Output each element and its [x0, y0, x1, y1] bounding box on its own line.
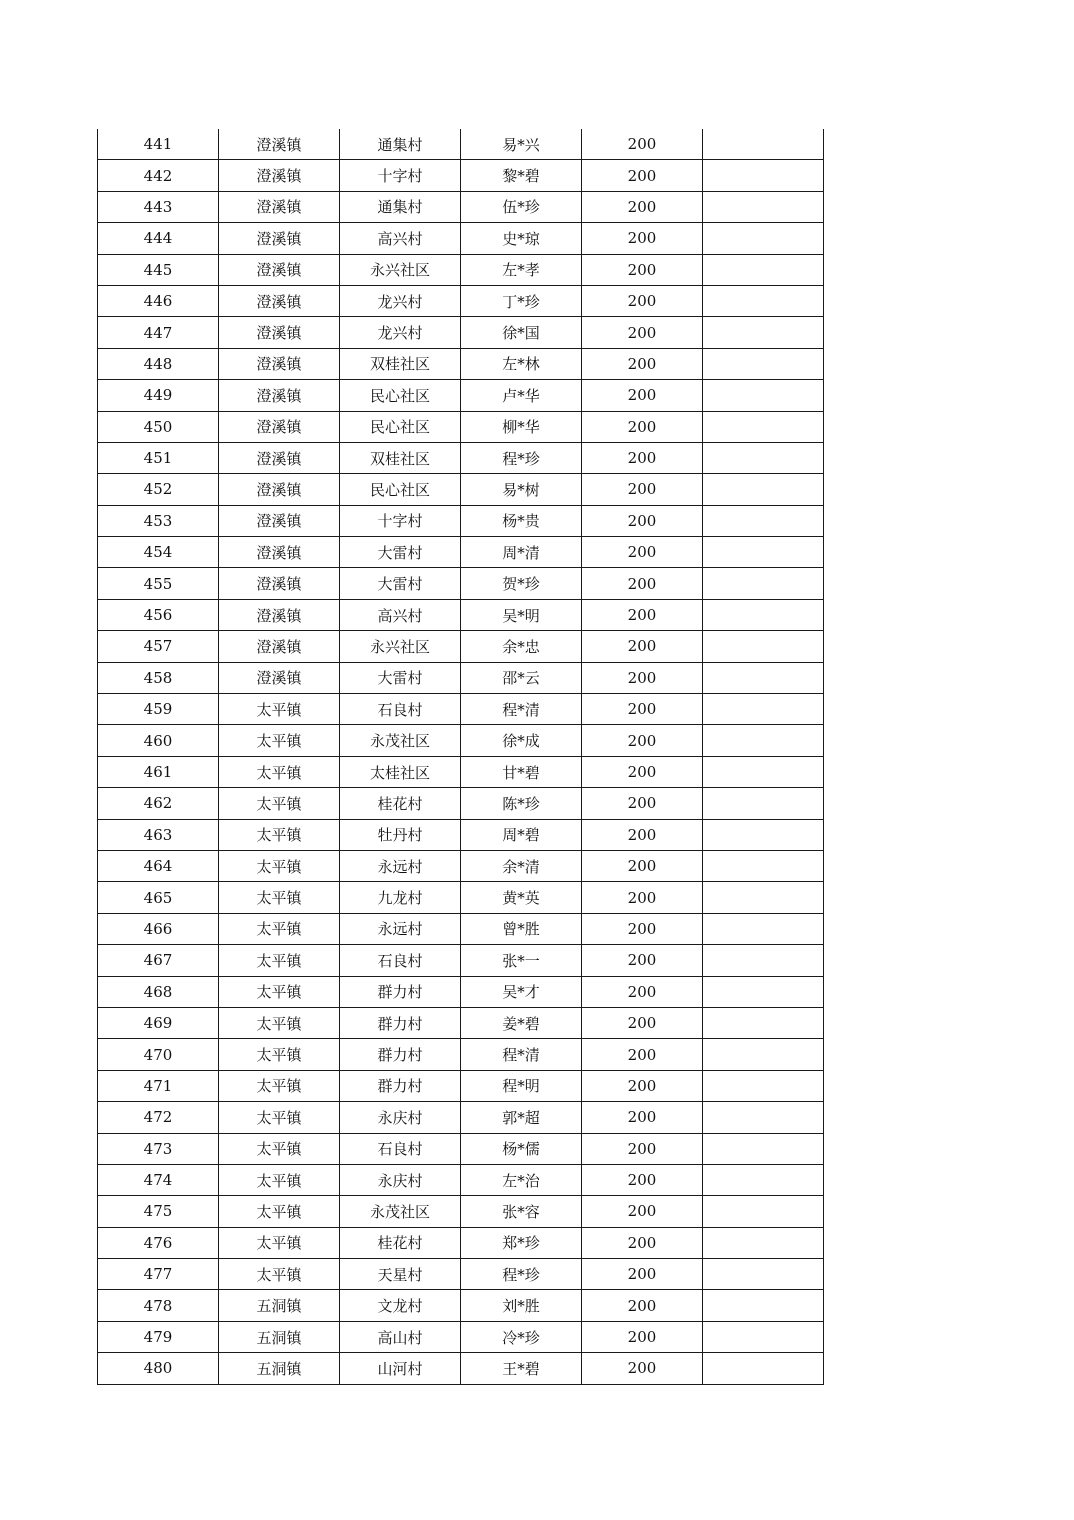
cell-amount: 200 [582, 1259, 703, 1290]
cell-village: 群力村 [340, 976, 461, 1007]
table-row [98, 819, 824, 850]
cell-name: 张*容 [461, 1196, 582, 1227]
table-row [98, 976, 824, 1007]
cell-serial-number: 457 [98, 631, 219, 662]
cell-note [703, 1164, 824, 1195]
cell-amount: 200 [582, 1290, 703, 1321]
cell-village: 永茂社区 [340, 725, 461, 756]
cell-name: 余*忠 [461, 631, 582, 662]
cell-town: 太平镇 [219, 1164, 340, 1195]
table-row [98, 317, 824, 348]
cell-serial-number: 478 [98, 1290, 219, 1321]
cell-note [703, 1259, 824, 1290]
cell-town: 澄溪镇 [219, 160, 340, 191]
cell-note [703, 819, 824, 850]
cell-serial-number: 449 [98, 380, 219, 411]
table-row [98, 631, 824, 662]
cell-serial-number: 441 [98, 129, 219, 160]
cell-village: 通集村 [340, 129, 461, 160]
cell-village: 双桂社区 [340, 442, 461, 473]
cell-amount: 200 [582, 505, 703, 536]
cell-name: 程*清 [461, 694, 582, 725]
cell-note [703, 411, 824, 442]
cell-serial-number: 477 [98, 1259, 219, 1290]
cell-note [703, 882, 824, 913]
table-row [98, 442, 824, 473]
cell-town: 太平镇 [219, 882, 340, 913]
cell-village: 桂花村 [340, 788, 461, 819]
cell-amount: 200 [582, 1321, 703, 1352]
cell-note [703, 223, 824, 254]
cell-village: 永远村 [340, 850, 461, 881]
cell-town: 澄溪镇 [219, 348, 340, 379]
cell-serial-number: 442 [98, 160, 219, 191]
table-row [98, 1102, 824, 1133]
cell-amount: 200 [582, 254, 703, 285]
cell-name: 程*珍 [461, 442, 582, 473]
table-row [98, 348, 824, 379]
cell-village: 永庆村 [340, 1102, 461, 1133]
table-row [98, 1321, 824, 1352]
cell-amount: 200 [582, 285, 703, 316]
cell-serial-number: 473 [98, 1133, 219, 1164]
cell-serial-number: 448 [98, 348, 219, 379]
cell-name: 甘*碧 [461, 756, 582, 787]
cell-village: 群力村 [340, 1039, 461, 1070]
cell-note [703, 1039, 824, 1070]
cell-name: 程*明 [461, 1070, 582, 1101]
cell-amount: 200 [582, 1164, 703, 1195]
cell-name: 邵*云 [461, 662, 582, 693]
cell-name: 陈*珍 [461, 788, 582, 819]
cell-town: 澄溪镇 [219, 223, 340, 254]
cell-village: 文龙村 [340, 1290, 461, 1321]
cell-name: 黎*碧 [461, 160, 582, 191]
cell-town: 太平镇 [219, 1227, 340, 1258]
cell-amount: 200 [582, 1353, 703, 1384]
cell-town: 太平镇 [219, 788, 340, 819]
cell-serial-number: 459 [98, 694, 219, 725]
cell-village: 群力村 [340, 1070, 461, 1101]
cell-village: 通集村 [340, 191, 461, 222]
cell-village: 永茂社区 [340, 1196, 461, 1227]
cell-name: 程*珍 [461, 1259, 582, 1290]
cell-town: 太平镇 [219, 1039, 340, 1070]
cell-serial-number: 475 [98, 1196, 219, 1227]
cell-village: 牡丹村 [340, 819, 461, 850]
table-row [98, 254, 824, 285]
cell-town: 澄溪镇 [219, 411, 340, 442]
cell-town: 澄溪镇 [219, 129, 340, 160]
cell-town: 澄溪镇 [219, 599, 340, 630]
table-row [98, 474, 824, 505]
table-row [98, 160, 824, 191]
roster-table [97, 129, 824, 1385]
cell-town: 澄溪镇 [219, 191, 340, 222]
cell-name: 郭*超 [461, 1102, 582, 1133]
cell-note [703, 1196, 824, 1227]
table-row [98, 725, 824, 756]
cell-note [703, 599, 824, 630]
cell-amount: 200 [582, 756, 703, 787]
cell-note [703, 1321, 824, 1352]
cell-town: 澄溪镇 [219, 537, 340, 568]
cell-name: 柳*华 [461, 411, 582, 442]
cell-town: 澄溪镇 [219, 631, 340, 662]
table-row [98, 945, 824, 976]
cell-town: 澄溪镇 [219, 380, 340, 411]
cell-village: 民心社区 [340, 474, 461, 505]
table-row [98, 694, 824, 725]
cell-amount: 200 [582, 411, 703, 442]
cell-amount: 200 [582, 913, 703, 944]
cell-name: 冷*珍 [461, 1321, 582, 1352]
cell-town: 澄溪镇 [219, 474, 340, 505]
cell-note [703, 631, 824, 662]
cell-name: 周*清 [461, 537, 582, 568]
cell-amount: 200 [582, 819, 703, 850]
cell-village: 山河村 [340, 1353, 461, 1384]
table-row [98, 505, 824, 536]
cell-town: 太平镇 [219, 1133, 340, 1164]
cell-town: 五洞镇 [219, 1290, 340, 1321]
cell-name: 徐*成 [461, 725, 582, 756]
table-row [98, 788, 824, 819]
cell-village: 九龙村 [340, 882, 461, 913]
cell-name: 郑*珍 [461, 1227, 582, 1258]
cell-serial-number: 446 [98, 285, 219, 316]
cell-village: 大雷村 [340, 537, 461, 568]
cell-village: 大雷村 [340, 662, 461, 693]
cell-note [703, 129, 824, 160]
cell-town: 五洞镇 [219, 1353, 340, 1384]
cell-note [703, 788, 824, 819]
cell-note [703, 191, 824, 222]
cell-name: 杨*儒 [461, 1133, 582, 1164]
cell-village: 高兴村 [340, 599, 461, 630]
cell-amount: 200 [582, 882, 703, 913]
cell-town: 太平镇 [219, 1259, 340, 1290]
cell-serial-number: 465 [98, 882, 219, 913]
cell-town: 太平镇 [219, 756, 340, 787]
cell-note [703, 1290, 824, 1321]
table-row [98, 599, 824, 630]
table-row [98, 129, 824, 160]
cell-note [703, 254, 824, 285]
cell-village: 高兴村 [340, 223, 461, 254]
cell-village: 十字村 [340, 160, 461, 191]
cell-name: 周*碧 [461, 819, 582, 850]
cell-note [703, 1227, 824, 1258]
cell-town: 澄溪镇 [219, 662, 340, 693]
cell-town: 太平镇 [219, 1102, 340, 1133]
cell-serial-number: 460 [98, 725, 219, 756]
cell-name: 徐*国 [461, 317, 582, 348]
cell-name: 易*兴 [461, 129, 582, 160]
cell-village: 民心社区 [340, 380, 461, 411]
table-row [98, 850, 824, 881]
cell-serial-number: 472 [98, 1102, 219, 1133]
cell-town: 太平镇 [219, 1007, 340, 1038]
cell-amount: 200 [582, 1039, 703, 1070]
cell-amount: 200 [582, 1133, 703, 1164]
cell-town: 澄溪镇 [219, 254, 340, 285]
table-row [98, 1133, 824, 1164]
table-row [98, 1227, 824, 1258]
cell-village: 龙兴村 [340, 285, 461, 316]
cell-village: 民心社区 [340, 411, 461, 442]
cell-amount: 200 [582, 788, 703, 819]
cell-village: 双桂社区 [340, 348, 461, 379]
table-row [98, 1070, 824, 1101]
cell-note [703, 474, 824, 505]
cell-amount: 200 [582, 129, 703, 160]
cell-town: 五洞镇 [219, 1321, 340, 1352]
cell-serial-number: 455 [98, 568, 219, 599]
table-row [98, 1259, 824, 1290]
table-row [98, 882, 824, 913]
table-row [98, 756, 824, 787]
cell-town: 太平镇 [219, 913, 340, 944]
cell-town: 澄溪镇 [219, 505, 340, 536]
cell-note [703, 945, 824, 976]
cell-serial-number: 456 [98, 599, 219, 630]
cell-village: 永庆村 [340, 1164, 461, 1195]
cell-village: 大雷村 [340, 568, 461, 599]
cell-serial-number: 479 [98, 1321, 219, 1352]
cell-serial-number: 451 [98, 442, 219, 473]
cell-serial-number: 463 [98, 819, 219, 850]
cell-note [703, 568, 824, 599]
cell-serial-number: 450 [98, 411, 219, 442]
table-row [98, 1353, 824, 1384]
cell-note [703, 348, 824, 379]
cell-name: 吴*明 [461, 599, 582, 630]
cell-town: 太平镇 [219, 694, 340, 725]
cell-village: 群力村 [340, 1007, 461, 1038]
cell-village: 永远村 [340, 913, 461, 944]
cell-amount: 200 [582, 380, 703, 411]
cell-amount: 200 [582, 662, 703, 693]
table-row [98, 1196, 824, 1227]
cell-amount: 200 [582, 348, 703, 379]
cell-note [703, 442, 824, 473]
table-row [98, 913, 824, 944]
cell-town: 澄溪镇 [219, 317, 340, 348]
cell-name: 贺*珍 [461, 568, 582, 599]
cell-name: 丁*珍 [461, 285, 582, 316]
cell-name: 左*林 [461, 348, 582, 379]
cell-village: 高山村 [340, 1321, 461, 1352]
cell-town: 澄溪镇 [219, 442, 340, 473]
cell-note [703, 1133, 824, 1164]
cell-serial-number: 458 [98, 662, 219, 693]
cell-amount: 200 [582, 1227, 703, 1258]
cell-name: 左*孝 [461, 254, 582, 285]
cell-amount: 200 [582, 1196, 703, 1227]
cell-note [703, 317, 824, 348]
cell-note [703, 537, 824, 568]
cell-amount: 200 [582, 442, 703, 473]
table-row [98, 1290, 824, 1321]
cell-village: 石良村 [340, 694, 461, 725]
cell-note [703, 976, 824, 1007]
cell-note [703, 756, 824, 787]
table-row [98, 568, 824, 599]
cell-village: 龙兴村 [340, 317, 461, 348]
cell-amount: 200 [582, 1007, 703, 1038]
cell-amount: 200 [582, 976, 703, 1007]
cell-serial-number: 476 [98, 1227, 219, 1258]
cell-serial-number: 466 [98, 913, 219, 944]
cell-amount: 200 [582, 631, 703, 662]
cell-amount: 200 [582, 537, 703, 568]
cell-name: 王*碧 [461, 1353, 582, 1384]
cell-village: 永兴社区 [340, 254, 461, 285]
cell-note [703, 505, 824, 536]
cell-amount: 200 [582, 599, 703, 630]
cell-town: 太平镇 [219, 819, 340, 850]
table-row [98, 191, 824, 222]
cell-village: 桂花村 [340, 1227, 461, 1258]
cell-name: 吴*才 [461, 976, 582, 1007]
cell-note [703, 160, 824, 191]
table-row [98, 1164, 824, 1195]
cell-name: 黄*英 [461, 882, 582, 913]
table-row [98, 223, 824, 254]
cell-amount: 200 [582, 945, 703, 976]
cell-serial-number: 452 [98, 474, 219, 505]
cell-serial-number: 447 [98, 317, 219, 348]
cell-serial-number: 470 [98, 1039, 219, 1070]
cell-note [703, 1070, 824, 1101]
cell-name: 易*树 [461, 474, 582, 505]
table-row [98, 411, 824, 442]
cell-village: 石良村 [340, 1133, 461, 1164]
cell-name: 刘*胜 [461, 1290, 582, 1321]
cell-name: 卢*华 [461, 380, 582, 411]
cell-name: 左*治 [461, 1164, 582, 1195]
cell-town: 太平镇 [219, 945, 340, 976]
cell-amount: 200 [582, 223, 703, 254]
cell-serial-number: 474 [98, 1164, 219, 1195]
cell-name: 伍*珍 [461, 191, 582, 222]
cell-amount: 200 [582, 568, 703, 599]
cell-village: 永兴社区 [340, 631, 461, 662]
cell-village: 天星村 [340, 1259, 461, 1290]
cell-town: 澄溪镇 [219, 285, 340, 316]
cell-town: 澄溪镇 [219, 568, 340, 599]
table-row [98, 285, 824, 316]
cell-amount: 200 [582, 1102, 703, 1133]
cell-village: 太桂社区 [340, 756, 461, 787]
cell-town: 太平镇 [219, 850, 340, 881]
table-row [98, 1039, 824, 1070]
cell-name: 余*清 [461, 850, 582, 881]
cell-note [703, 694, 824, 725]
cell-town: 太平镇 [219, 1070, 340, 1101]
table-row [98, 662, 824, 693]
cell-note [703, 380, 824, 411]
cell-name: 张*一 [461, 945, 582, 976]
cell-serial-number: 471 [98, 1070, 219, 1101]
cell-note [703, 850, 824, 881]
cell-serial-number: 445 [98, 254, 219, 285]
cell-serial-number: 453 [98, 505, 219, 536]
cell-serial-number: 461 [98, 756, 219, 787]
table-row [98, 380, 824, 411]
cell-amount: 200 [582, 850, 703, 881]
cell-amount: 200 [582, 191, 703, 222]
cell-village: 石良村 [340, 945, 461, 976]
cell-amount: 200 [582, 694, 703, 725]
cell-town: 太平镇 [219, 976, 340, 1007]
cell-serial-number: 469 [98, 1007, 219, 1038]
cell-town: 太平镇 [219, 725, 340, 756]
cell-amount: 200 [582, 474, 703, 505]
cell-serial-number: 480 [98, 1353, 219, 1384]
cell-name: 史*琼 [461, 223, 582, 254]
cell-note [703, 662, 824, 693]
cell-serial-number: 444 [98, 223, 219, 254]
cell-serial-number: 467 [98, 945, 219, 976]
cell-town: 太平镇 [219, 1196, 340, 1227]
cell-name: 姜*碧 [461, 1007, 582, 1038]
cell-amount: 200 [582, 1070, 703, 1101]
cell-name: 曾*胜 [461, 913, 582, 944]
cell-note [703, 913, 824, 944]
cell-serial-number: 468 [98, 976, 219, 1007]
table-row [98, 537, 824, 568]
cell-name: 杨*贵 [461, 505, 582, 536]
roster-sheet [97, 129, 824, 1385]
roster-table-body [98, 129, 824, 1384]
table-row [98, 1007, 824, 1038]
cell-note [703, 1353, 824, 1384]
cell-note [703, 1102, 824, 1133]
cell-note [703, 725, 824, 756]
cell-serial-number: 454 [98, 537, 219, 568]
cell-serial-number: 462 [98, 788, 219, 819]
cell-amount: 200 [582, 160, 703, 191]
cell-name: 程*清 [461, 1039, 582, 1070]
cell-note [703, 1007, 824, 1038]
cell-serial-number: 443 [98, 191, 219, 222]
cell-village: 十字村 [340, 505, 461, 536]
cell-note [703, 285, 824, 316]
cell-serial-number: 464 [98, 850, 219, 881]
cell-amount: 200 [582, 317, 703, 348]
cell-amount: 200 [582, 725, 703, 756]
